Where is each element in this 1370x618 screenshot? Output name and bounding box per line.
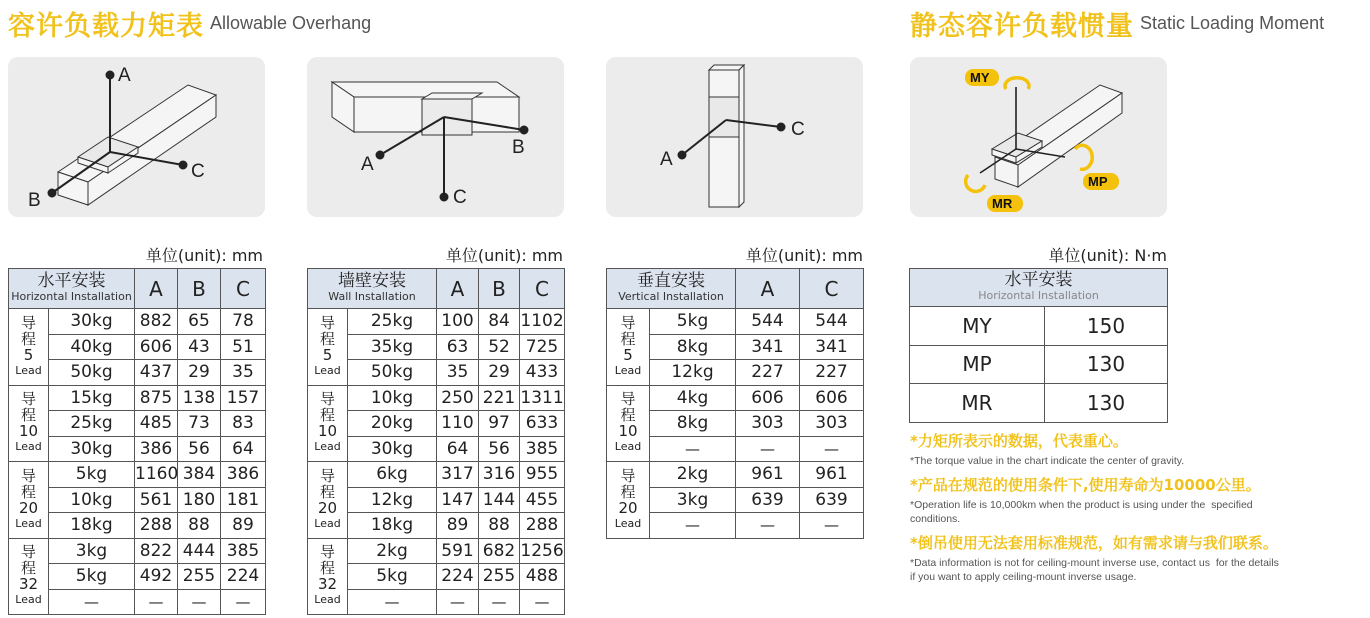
value-cell: 35 [221,360,266,386]
table-title-cn: 垂直安装 [637,270,705,291]
value-cell: 384 [178,462,221,488]
value-cell: 288 [135,513,178,539]
value-cell: 341 [800,334,864,360]
load-cell: 25kg [348,309,437,335]
static-moment-table [909,268,1168,423]
value-cell: 544 [800,309,864,335]
table-row [9,385,266,411]
value-cell: 88 [479,513,520,539]
table-row [9,462,266,488]
column-header-a: A [437,269,479,309]
lead-label-en: Lead [614,440,642,454]
value-cell: 56 [178,436,221,462]
load-cell: 50kg [49,360,135,386]
value-cell: 89 [437,513,479,539]
value-cell: 955 [520,462,565,488]
moment-name: MY [910,307,1045,346]
wall-rail-illustration [307,57,564,217]
value-cell: 341 [736,334,800,360]
value-cell: 875 [135,385,178,411]
lead-cell [607,309,650,386]
table-title-en: Horizontal Installation [11,289,132,303]
lead-label: 导 程 5 [620,313,636,364]
value-cell: 317 [437,462,479,488]
load-cell: 6kg [348,462,437,488]
value-cell: 1102 [520,309,565,335]
table-title-en: Wall Installation [328,289,416,303]
value-cell: 180 [178,487,221,513]
load-cell: 3kg [49,538,135,564]
lead-cell [9,462,49,539]
lead-label-en: Lead [614,516,642,530]
load-cell: 5kg [49,462,135,488]
lead-label: 导 程 20 [18,466,39,517]
table-title-cn: 墙壁安装 [338,270,406,291]
value-cell: 433 [520,360,565,386]
vertical-installation-table [606,268,864,539]
value-cell: 639 [736,487,800,513]
table-title [910,269,1168,307]
lead-label-en: Lead [15,593,42,607]
value-cell: 250 [437,385,479,411]
moment-value: 130 [1045,384,1168,423]
lead-label: 导 程 10 [618,390,638,441]
value-cell: 437 [135,360,178,386]
value-cell: — [800,436,864,462]
tag-mp: MP [1088,174,1108,189]
value-cell: 288 [520,513,565,539]
value-cell: 606 [135,334,178,360]
axis-label-c: C [191,161,205,182]
value-cell: 1256 [520,538,565,564]
value-cell: 303 [736,411,800,437]
note-en: *Data information is not for ceiling-mount inverse use, contact us for the details if you want to apply ceiling-mount inverse usage. [910,557,1279,583]
table-row [910,307,1168,346]
load-cell: 10kg [348,385,437,411]
load-cell: 30kg [49,309,135,335]
column-header-c: C [520,269,565,309]
unit-label-wall: 单位(unit): mm [445,246,563,265]
axis-label-a: A [361,154,374,175]
value-cell: 455 [520,487,565,513]
value-cell: 444 [178,538,221,564]
lead-label-en: Lead [314,440,341,454]
lead-cell [308,309,348,386]
load-cell: 10kg [49,487,135,513]
table-row [9,538,266,564]
value-cell: 386 [135,436,178,462]
value-cell: 386 [221,462,266,488]
table-title-cn: 水平安装 [37,270,106,291]
lead-cell [308,538,348,615]
lead-label: 导 程 32 [317,543,338,594]
table-row [607,385,864,411]
load-cell: — [650,513,736,539]
note-cn: *力矩所表示的数据，代表重心。 [910,432,1128,450]
lead-cell [9,309,49,386]
column-header-a: A [736,269,800,309]
value-cell: 227 [800,360,864,386]
table-row [9,309,266,335]
value-cell: — [736,513,800,539]
value-cell: 97 [479,411,520,437]
table-title [607,269,736,309]
value-cell: — [437,589,479,615]
lead-cell [9,385,49,462]
lead-label: 导 程 20 [317,466,338,517]
value-cell: 147 [437,487,479,513]
axis-label-a: A [660,149,673,170]
header-en: Allowable Overhang [210,13,372,33]
value-cell: 961 [800,462,864,488]
load-cell: 5kg [650,309,736,335]
table-title [9,269,135,309]
moment-name: MR [910,384,1045,423]
header-cn: 容许负载力矩表 [8,11,204,42]
load-cell: 25kg [49,411,135,437]
load-cell: 3kg [650,487,736,513]
value-cell: 639 [800,487,864,513]
value-cell: 1160 [135,462,178,488]
value-cell: 488 [520,564,565,590]
value-cell: 1311 [520,385,565,411]
load-cell: — [650,436,736,462]
value-cell: 633 [520,411,565,437]
lead-cell [308,385,348,462]
value-cell: 84 [479,309,520,335]
axis-label-b: B [28,190,41,211]
table-row [308,462,565,488]
column-header-a: A [135,269,178,309]
load-cell: 35kg [348,334,437,360]
value-cell: 725 [520,334,565,360]
table-row [607,309,864,335]
value-cell: 822 [135,538,178,564]
unit-label-vertical: 单位(unit): mm [745,246,863,265]
static-moment-diagram [910,57,1167,217]
value-cell: 29 [178,360,221,386]
value-cell: — [479,589,520,615]
value-cell: 961 [736,462,800,488]
load-cell: 12kg [348,487,437,513]
value-cell: — [520,589,565,615]
note-en: *Operation life is 10,000km when the product is using under the specified conditions. [910,499,1253,525]
horizontal-rail-illustration [8,57,265,217]
lead-label: 导 程 5 [20,313,36,364]
table-title [308,269,437,309]
load-cell: 18kg [348,513,437,539]
value-cell: 52 [479,334,520,360]
moment-value: 130 [1045,345,1168,384]
lead-label-en: Lead [314,593,341,607]
value-cell: 138 [178,385,221,411]
value-cell: 65 [178,309,221,335]
value-cell: — [736,436,800,462]
value-cell: 544 [736,309,800,335]
axis-label-c: C [791,119,805,140]
load-cell: 4kg [650,385,736,411]
horizontal-installation-table [8,268,266,615]
load-cell: 50kg [348,360,437,386]
table-row [308,309,565,335]
load-cell: 20kg [348,411,437,437]
value-cell: 78 [221,309,266,335]
value-cell: 100 [437,309,479,335]
table-row [308,385,565,411]
load-cell: — [348,589,437,615]
load-cell: 40kg [49,334,135,360]
tag-mr: MR [992,196,1013,211]
value-cell: — [800,513,864,539]
value-cell: 73 [178,411,221,437]
value-cell: 56 [479,436,520,462]
lead-cell [9,538,49,615]
value-cell: 255 [178,564,221,590]
value-cell: 316 [479,462,520,488]
lead-cell [607,385,650,462]
table-title-cn: 水平安装 [1004,269,1073,290]
value-cell: 181 [221,487,266,513]
column-header-c: C [800,269,864,309]
note-cn: *产品在规范的使用条件下,使用寿命为10000公里。 [910,476,1261,494]
axis-label-a: A [118,65,131,86]
value-cell: 89 [221,513,266,539]
allowable-overhang-header [8,4,371,43]
load-cell: 15kg [49,385,135,411]
value-cell: 591 [437,538,479,564]
value-cell: 606 [800,385,864,411]
static-loading-moment-header [910,4,1324,43]
vertical-rail-illustration [606,57,863,217]
column-header-c: C [221,269,266,309]
value-cell: 43 [178,334,221,360]
axis-label-b: B [512,137,525,158]
note-en: *The torque value in the chart indicate the center of gravity. [910,455,1185,467]
lead-label: 导 程 10 [18,390,39,441]
horizontal-installation-diagram [8,57,265,217]
lead-cell [308,462,348,539]
value-cell: 227 [736,360,800,386]
value-cell: 606 [736,385,800,411]
table-row [308,538,565,564]
load-cell: 5kg [49,564,135,590]
axis-label-c: C [453,187,467,208]
value-cell: 83 [221,411,266,437]
value-cell: 492 [135,564,178,590]
value-cell: 385 [520,436,565,462]
vertical-installation-diagram [606,57,863,217]
value-cell: 221 [479,385,520,411]
lead-cell [607,462,650,539]
header-cn: 静态容许负载惯量 [910,11,1134,42]
wall-installation-diagram [307,57,564,217]
value-cell: 51 [221,334,266,360]
value-cell: 255 [479,564,520,590]
lead-label: 导 程 10 [317,390,338,441]
table-title-en: Horizontal Installation [978,288,1099,302]
tag-my: MY [970,70,990,85]
value-cell: 88 [178,513,221,539]
load-cell: 30kg [49,436,135,462]
value-cell: 29 [479,360,520,386]
value-cell: 485 [135,411,178,437]
load-cell: 5kg [348,564,437,590]
moment-value: 150 [1045,307,1168,346]
unit-label-horizontal: 单位(unit): mm [145,246,263,265]
value-cell: 110 [437,411,479,437]
value-cell: 224 [437,564,479,590]
load-cell: 8kg [650,411,736,437]
value-cell: 224 [221,564,266,590]
table-title-en: Vertical Installation [618,289,724,303]
column-header-b: B [178,269,221,309]
column-header-b: B [479,269,520,309]
value-cell: 882 [135,309,178,335]
value-cell: 385 [221,538,266,564]
lead-label-en: Lead [314,516,341,530]
wall-installation-table [307,268,565,615]
moment-rail-illustration [910,57,1167,217]
value-cell: 64 [221,436,266,462]
load-cell: 8kg [650,334,736,360]
value-cell: 144 [479,487,520,513]
lead-label-en: Lead [15,440,42,454]
unit-label-moment: 单位(unit): N·m [1048,246,1167,265]
lead-label-en: Lead [614,363,642,377]
value-cell: — [221,589,266,615]
load-cell: — [49,589,135,615]
lead-label-en: Lead [15,363,42,377]
load-cell: 18kg [49,513,135,539]
lead-label: 导 程 32 [18,543,39,594]
value-cell: 561 [135,487,178,513]
lead-label: 导 程 5 [319,313,335,364]
table-row [910,345,1168,384]
value-cell: — [135,589,178,615]
load-cell: 2kg [650,462,736,488]
moment-name: MP [910,345,1045,384]
value-cell: 35 [437,360,479,386]
lead-label: 导 程 20 [618,466,638,517]
load-cell: 30kg [348,436,437,462]
note-cn: *倒吊使用无法套用标准规范，如有需求请与我们联系。 [910,534,1278,552]
table-row [607,462,864,488]
lead-label-en: Lead [314,363,341,377]
value-cell: 64 [437,436,479,462]
notes-section [910,430,1365,590]
load-cell: 2kg [348,538,437,564]
value-cell: 157 [221,385,266,411]
value-cell: 63 [437,334,479,360]
value-cell: — [178,589,221,615]
table-row [910,384,1168,423]
load-cell: 12kg [650,360,736,386]
value-cell: 682 [479,538,520,564]
header-en: Static Loading Moment [1140,13,1325,33]
value-cell: 303 [800,411,864,437]
lead-label-en: Lead [15,516,42,530]
